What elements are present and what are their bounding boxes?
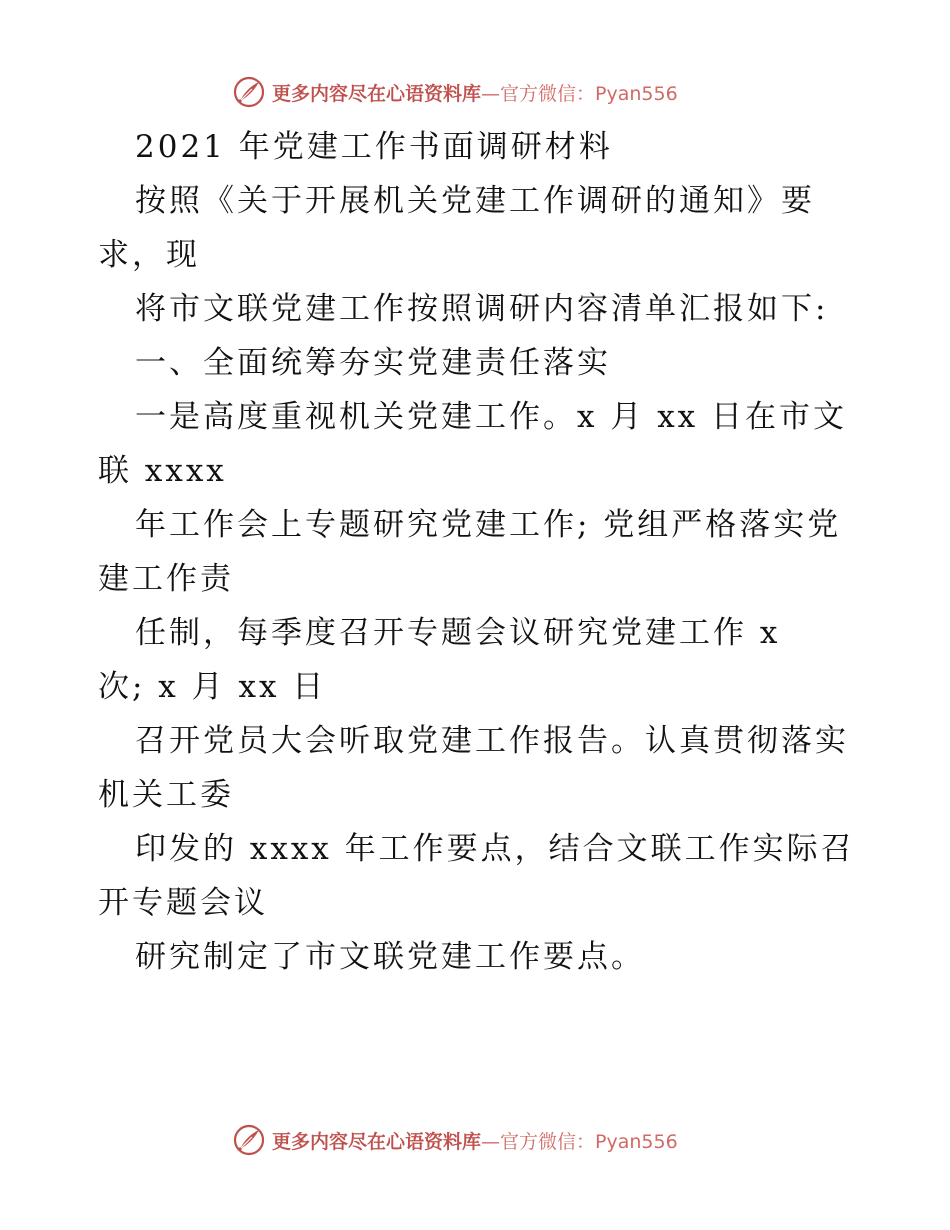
watermark-banner-bottom bbox=[232, 1120, 678, 1160]
paragraph-line: 印发的 xxxx 年工作要点，结合文联工作实际召 bbox=[135, 831, 855, 867]
paragraph-line: 召开党员大会听取党建工作报告。认真贯彻落实 bbox=[135, 723, 849, 759]
feather-pen-icon bbox=[232, 75, 266, 109]
paragraph-line: 任制，每季度召开专题会议研究党建工作 x bbox=[135, 615, 781, 651]
section-heading: 一、全面统筹夯实党建责任落实 bbox=[135, 345, 611, 381]
paragraph-line: 按照《关于开展机关党建工作调研的通知》要 bbox=[135, 183, 815, 219]
paragraph-line: 将市文联党建工作按照调研内容清单汇报如下: bbox=[135, 291, 829, 327]
paragraph-line: 一是高度重视机关党建工作。x 月 xx 日在市文 bbox=[135, 399, 848, 435]
document-title: 2021 年党建工作书面调研材料 bbox=[135, 129, 613, 165]
document-body bbox=[98, 120, 868, 984]
watermark-banner-top bbox=[232, 72, 678, 112]
feather-pen-icon bbox=[232, 1123, 266, 1157]
paragraph-line: 机关工委 bbox=[98, 777, 234, 813]
paragraph-line: 联 xxxx bbox=[98, 453, 227, 489]
paragraph-line: 建工作责 bbox=[98, 561, 234, 597]
watermark-sub-text: —官方微信：Pyan556 bbox=[481, 82, 678, 105]
watermark-sub-text: —官方微信：Pyan556 bbox=[481, 1130, 678, 1153]
paragraph-line: 研究制定了市文联党建工作要点。 bbox=[135, 939, 645, 975]
watermark-main-text: 更多内容尽在心语资料库 bbox=[272, 1130, 482, 1153]
paragraph-line: 求，现 bbox=[98, 237, 200, 273]
paragraph-line: 开专题会议 bbox=[98, 885, 268, 921]
watermark-main-text: 更多内容尽在心语资料库 bbox=[272, 82, 482, 105]
paragraph-line: 次; x 月 xx 日 bbox=[98, 669, 327, 705]
paragraph-line: 年工作会上专题研究党建工作; 党组严格落实党 bbox=[135, 507, 842, 543]
